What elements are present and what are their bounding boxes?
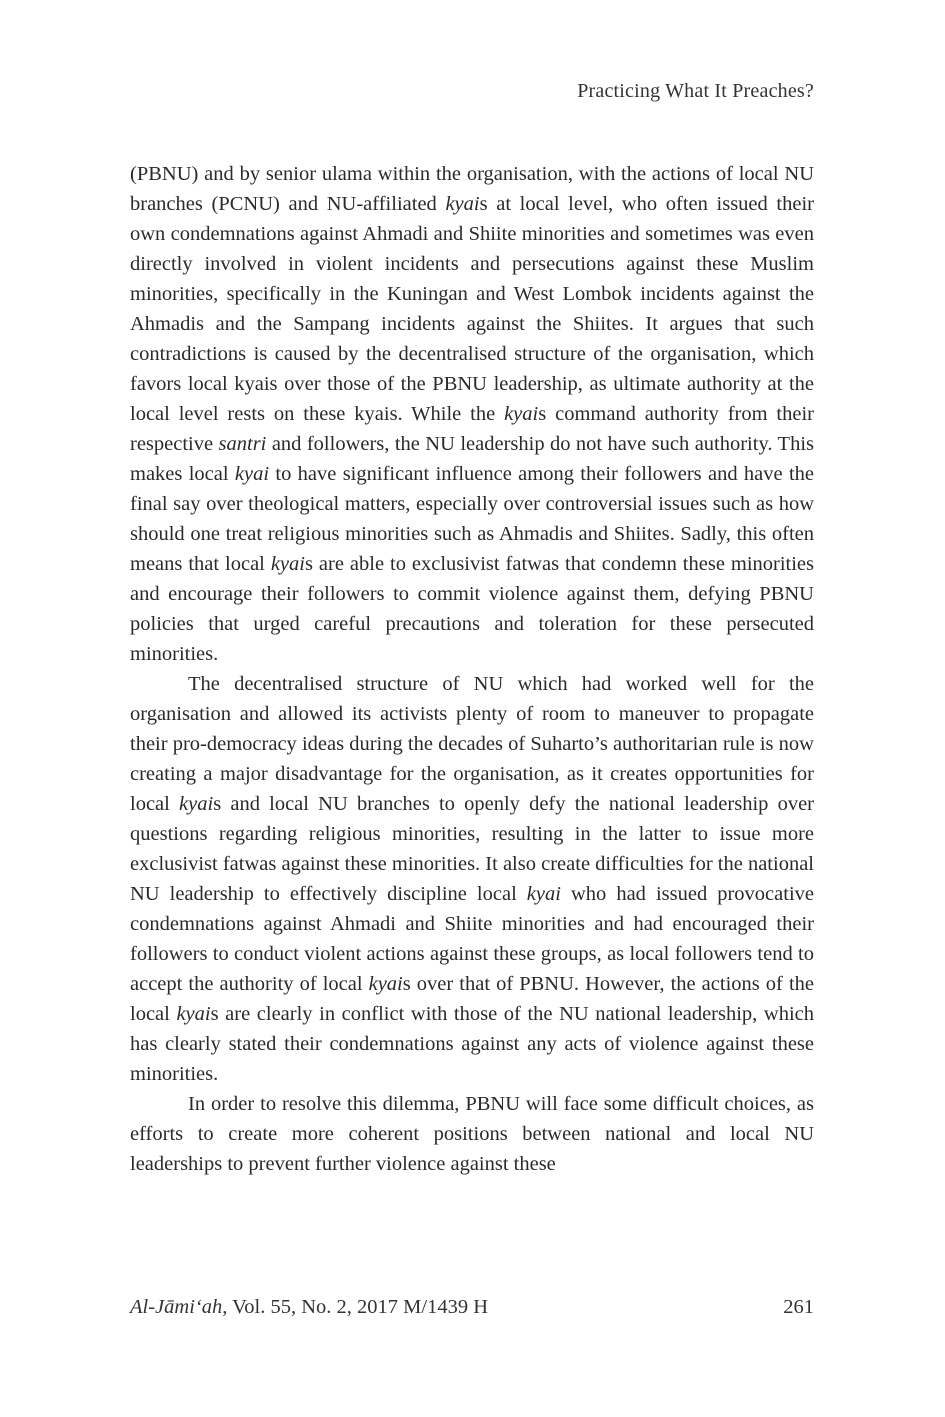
italic-term: kyai <box>270 553 305 575</box>
italic-term: kyai <box>176 1003 211 1025</box>
italic-term: kyai <box>234 463 270 485</box>
text-run: (PBNU) and by senior ulama within the organisation, with the actions of local NU branches (PCNU) and NU-affiliated <box>130 163 814 215</box>
italic-term: kyai <box>504 403 539 425</box>
volume-info: , Vol. 55, No. 2, 2017 M/1439 H <box>222 1296 489 1318</box>
paragraph-2 <box>130 669 814 1089</box>
text-run: to have significant influence among their followers and have the final say over theological matters, especially over controversial issues such as how should one treat religious minorities such as Ahmadis and Shiites. Sadly, this often means that local <box>130 463 814 575</box>
text-run: s over that of PBNU. However, the actions of the local <box>130 973 814 1025</box>
text-run: In order to resolve this dilemma, PBNU will face some difficult choices, as efforts to create more coherent positions between national and local NU leaderships to prevent further violence against these <box>130 1093 814 1175</box>
italic-term: kyai <box>445 193 480 215</box>
text-run: and followers, the NU leadership do not have such authority. This makes local <box>130 433 814 485</box>
text-run: who had issued provocative condemnations against Ahmadi and Shiite minorities and had encouraged their followers to conduct violent actions against these groups, as local followers tend to accept the authority of local <box>130 883 814 995</box>
text-run: s and local NU branches to openly defy the national leadership over questions regarding religious minorities, resulting in the latter to issue more exclusivist fatwas against these minorities. It also create difficulties for the national NU leadership to effectively discipline local <box>130 793 814 905</box>
italic-term: kyai <box>179 793 214 815</box>
journal-citation <box>130 1296 488 1319</box>
text-run: The decentralised structure of NU which had worked well for the organisation and allowed its activists plenty of room to maneuver to propagate their pro-democracy ideas during the decades of Suharto’s authoritarian rule is now creating a major disadvantage for the organisation, as it creates opportunities for local <box>130 673 814 815</box>
journal-name: Al-Jāmi‘ah <box>130 1296 223 1318</box>
body-text <box>130 159 814 1179</box>
paragraph-3 <box>130 1089 814 1179</box>
paragraph-1 <box>130 159 814 669</box>
text-run: s are able to exclusivist fatwas that condemn these minorities and encourage their followers to commit violence against them, defying PBNU policies that urged careful precautions and toleration for these persecuted minorities. <box>130 553 815 665</box>
text-run: s are clearly in conflict with those of the NU national leadership, which has clearly stated their condemnations against any acts of violence against these minorities. <box>130 1003 814 1085</box>
italic-term: santri <box>218 433 267 455</box>
running-head: Practicing What It Preaches? <box>577 80 814 102</box>
text-run: s at local level, who often issued their own condemnations against Ahmadi and Shiite minorities and sometimes was even directly involved in violent incidents and persecutions against these Muslim minorities, specifically in the Kuningan and West Lombok incidents against the Ahmadis and the Sampang incidents against the Shiites. It argues that such contradictions is caused by the decentralised structure of the organisation, which favors local kyais over those of the PBNU leadership, as ultimate authority at the local level rests on these kyais. While the <box>130 193 814 425</box>
italic-term: kyai <box>526 883 561 905</box>
text-run: s command authority from their respective <box>130 403 814 455</box>
page-number: 261 <box>783 1296 814 1318</box>
italic-term: kyai <box>368 973 403 995</box>
